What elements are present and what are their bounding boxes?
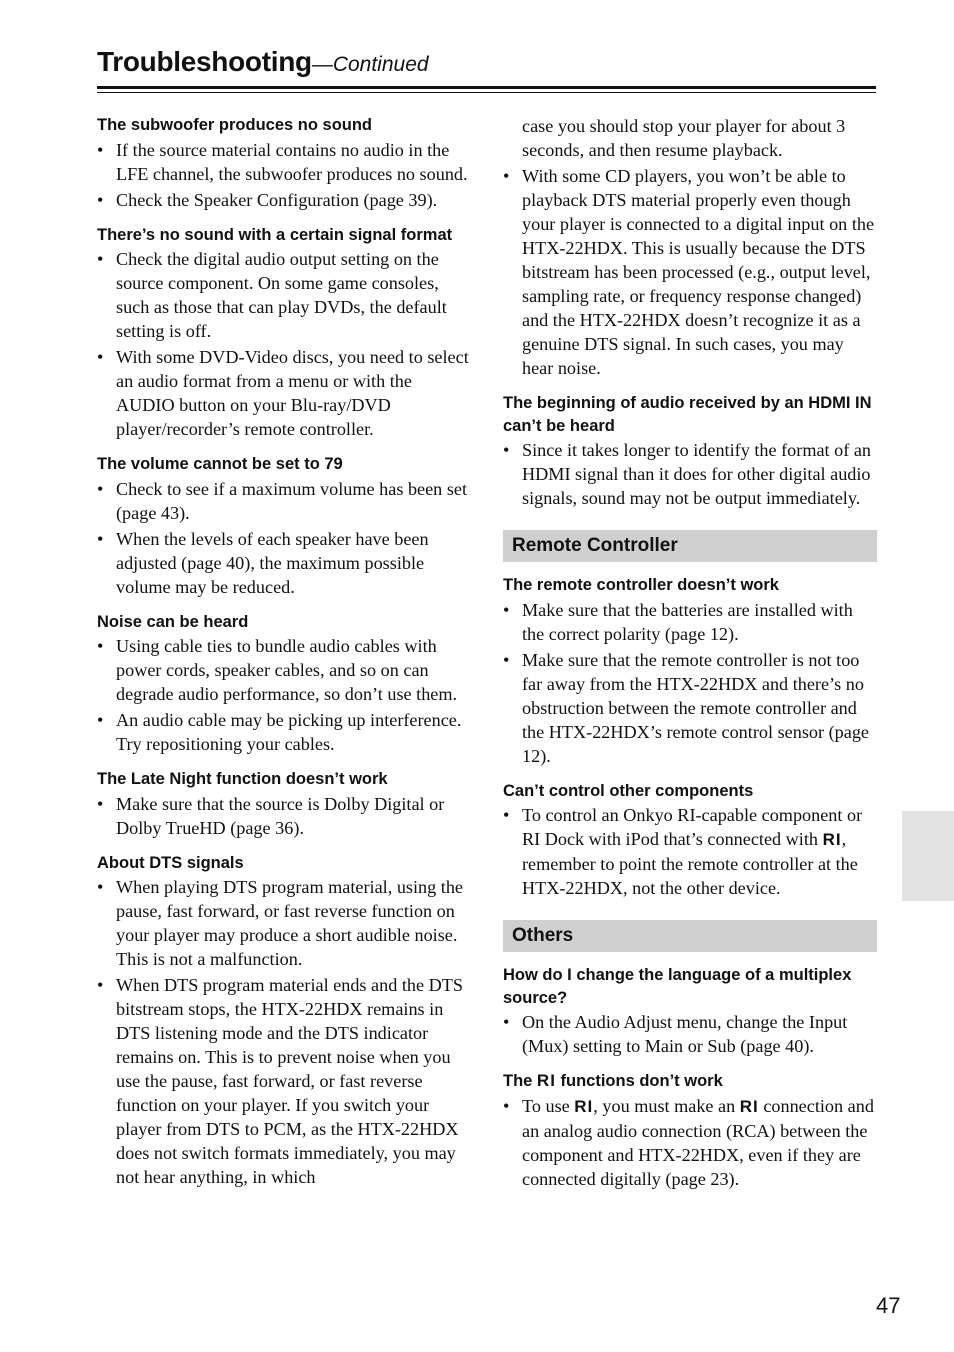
- list-item: • If the source material contains no audio in the LFE channel, the subwoofer produces no sound.: [97, 139, 468, 184]
- ri-logo-icon: RI: [822, 830, 842, 849]
- list-dts-continued: [503, 164, 877, 380]
- header-rule-thin: [97, 92, 876, 93]
- list-ri-functions: [503, 1094, 877, 1191]
- heading-no-sound-format: There’s no sound with a certain signal format: [97, 225, 453, 244]
- section-edge-tab: [902, 811, 954, 901]
- list-hdmi-audio: [503, 438, 877, 510]
- heading-volume-79: The volume cannot be set to 79: [97, 455, 343, 473]
- heading-subwoofer-no-sound: The subwoofer produces no sound: [97, 116, 373, 134]
- list-item: • When the levels of each speaker have been adjusted (page 40), the maximum possible volume may be reduced.: [97, 528, 429, 597]
- list-noise: [97, 634, 471, 756]
- heading-hdmi-audio: The beginning of audio received by an HDMI IN can’t be heard: [503, 394, 872, 435]
- dts-continued-text: case you should stop your player for about 3 seconds, and then resume playback.: [522, 116, 846, 160]
- ri-logo-icon: RI: [574, 1096, 594, 1116]
- list-item: • An audio cable may be picking up interference. Try repositioning your cables.: [97, 710, 462, 754]
- section-remote-controller: Remote Controller: [503, 530, 877, 562]
- page-title-continued: —Continued: [311, 53, 429, 76]
- ri-logo-icon: RI: [739, 1096, 759, 1116]
- list-late-night: [97, 792, 471, 840]
- list-item: • Since it takes longer to identify the format of an HDMI signal than it does for other digital audio signals, sound may not be output immediately.: [503, 440, 871, 508]
- list-item: • Check to see if a maximum volume has been set (page 43).: [97, 478, 468, 523]
- list-item: • With some CD players, you won’t be able to playback DTS material properly even though your player is connected to a digital input on the HTX-22HDX. This is usually because the DTS bitstream has been processed (e.g., output level, sampling rate, or frequency response changed) and the HTX-22HDX doesn’t recognize it as a genuine DTS signal. In such cases, you may hear noise.: [503, 166, 875, 378]
- list-item: • To control an Onkyo RI-capable component or RI Dock with iPod that’s connected with RI, remember to point the remote controller at the HTX-22HDX, not the other device.: [503, 805, 863, 898]
- ri-logo-icon: RI: [536, 1071, 556, 1090]
- heading-ri-functions: The RI functions don’t work: [503, 1071, 723, 1090]
- list-volume-79: [97, 477, 471, 599]
- list-item: • On the Audio Adjust menu, change the Input (Mux) setting to Main or Sub (page 40).: [503, 1012, 848, 1056]
- page-title: Troubleshooting: [97, 46, 312, 77]
- list-item: • With some DVD-Video discs, you need to select an audio format from a menu or with the AUDIO button on your Blu-ray/DVD player/recorder’s remote controller.: [97, 347, 469, 439]
- left-column: [97, 114, 471, 1191]
- list-no-sound-format: [97, 247, 471, 441]
- list-multiplex: [503, 1010, 877, 1058]
- list-item: • Check the digital audio output setting on the source component. On some game consoles, such as those that can play DVDs, the default setting is off.: [97, 249, 447, 341]
- list-item: • When DTS program material ends and the DTS bitstream stops, the HTX-22HDX remains in DTS listening mode and the DTS indicator remains on. This is to prevent noise when you use the pause, fast forward, or fast reverse function on your player. If you switch your player from DTS to PCM, as the HTX-22HDX does not switch formats immediately, you may not hear anything, in which: [97, 975, 463, 1187]
- right-column: [503, 114, 877, 1193]
- heading-remote-not-work: The remote controller doesn’t work: [503, 576, 779, 594]
- list-item: • To use RI, you must make an RI connection and an analog audio connection (RCA) between the component and HTX-22HDX, even if they are connected digitally (page 23).: [503, 1095, 874, 1189]
- heading-late-night: The Late Night function doesn’t work: [97, 770, 388, 788]
- list-item: • Make sure that the source is Dolby Digital or Dolby TrueHD (page 36).: [97, 793, 445, 838]
- list-subwoofer-no-sound: [97, 138, 471, 212]
- list-remote-not-work: [503, 598, 877, 768]
- heading-multiplex: How do I change the language of a multiplex source?: [503, 966, 852, 1007]
- list-item: • Using cable ties to bundle audio cables with power cords, speaker cables, and so on can degrade audio performance, so don’t use them.: [97, 636, 458, 704]
- list-dts-signals: [97, 875, 471, 1189]
- list-item: • When playing DTS program material, using the pause, fast forward, or fast reverse function on your player may produce a short audible noise. This is not a malfunction.: [97, 877, 463, 969]
- list-item: • Check the Speaker Configuration (page 39).: [97, 189, 438, 210]
- list-item: • Make sure that the remote controller is not too far away from the HTX-22HDX and there’s no obstruction between the remote controller and the HTX-22HDX’s remote control sensor (page 12).: [503, 649, 869, 766]
- list-item: • Make sure that the batteries are installed with the correct polarity (page 12).: [503, 599, 853, 644]
- page-number: 47: [876, 1293, 901, 1318]
- heading-other-components: Can’t control other components: [503, 781, 754, 800]
- heading-dts-signals: About DTS signals: [97, 853, 244, 872]
- list-other-components: [503, 803, 877, 900]
- heading-noise: Noise can be heard: [97, 612, 249, 631]
- header-rule-thick: [97, 86, 876, 89]
- section-others: Others: [503, 920, 877, 952]
- page-header: [97, 46, 876, 78]
